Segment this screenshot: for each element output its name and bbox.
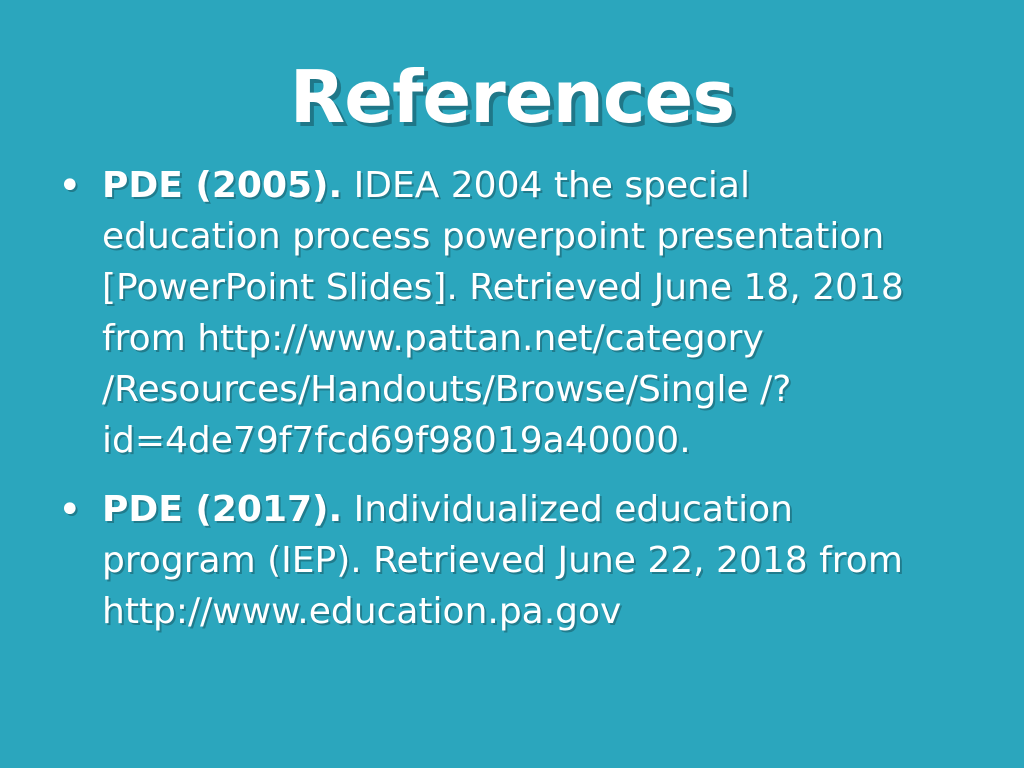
list-item (40, 160, 920, 466)
reference-text (102, 484, 920, 637)
bullet-icon: • (58, 487, 82, 533)
page-title: References (289, 55, 735, 139)
reference-text (102, 160, 920, 466)
reference-citation-body: IDEA 2004 the special education process powerpoint presentation [PowerPoint Slides]. Retrieved June 18, 2018 from http://www.pattan.net/category /Resources/Handouts/Browse/Single /?id=4de79f7fcd69f98019a40000. (102, 165, 904, 461)
references-list (40, 160, 920, 655)
list-item (40, 484, 920, 637)
reference-citation-body: Individualized education program (IEP). Retrieved June 22, 2018 from http://www.education.pa.gov (102, 489, 903, 632)
reference-citation-lead: PDE (2017). (102, 489, 343, 530)
bullet-icon: • (58, 163, 82, 209)
reference-citation-lead: PDE (2005). (102, 165, 343, 206)
